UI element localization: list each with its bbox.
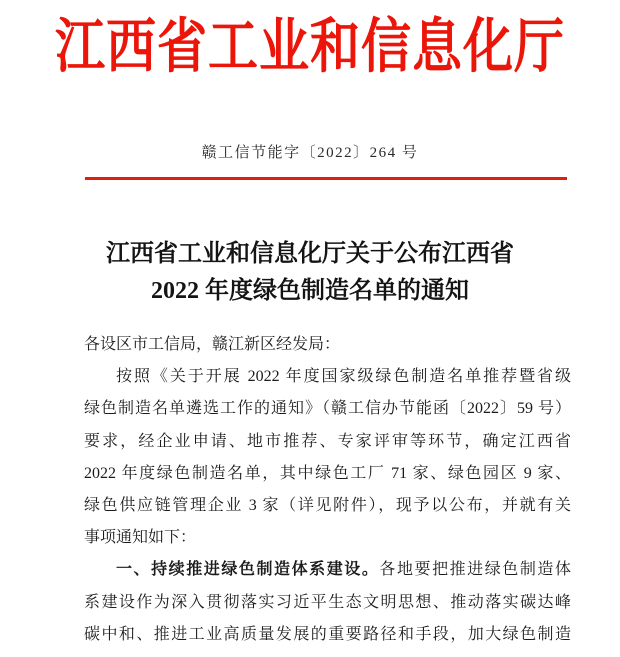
- body-line-section1-3: 碳中和、推进工业高质量发展的重要路径和手段，加大绿色制造: [84, 625, 571, 643]
- body-line-para1-5: 绿色供应链管理企业 3 家（详见附件），现予以公布，并就有关: [84, 496, 571, 514]
- section1-line1-rest: 各地要把推进绿色制造体: [379, 561, 571, 579]
- notice-title: [0, 236, 620, 310]
- section1-heading: 一、持续推进绿色制造体系建设。: [116, 561, 380, 579]
- body-line-para1-1: 按照《关于开展 2022 年度国家级绿色制造名单推荐暨省级: [116, 368, 571, 386]
- body-line-para1-2: 绿色制造名单遴选工作的通知》（赣工信办节能函〔2022〕59 号）: [84, 400, 571, 418]
- body-line-para1-4: 2022 年度绿色制造名单，其中绿色工厂 71 家、绿色园区 9 家、: [84, 464, 571, 482]
- red-divider-line: [85, 177, 567, 180]
- body-line-para1-6: 事项通知如下：: [84, 529, 197, 547]
- notice-body: [84, 329, 571, 651]
- notice-title-line2: 2022 年度绿色制造名单的通知: [151, 278, 469, 304]
- notice-title-line1: 江西省工业和信息化厅关于公布江西省: [106, 241, 514, 267]
- body-line-section1-2: 系建设作为深入贯彻落实习近平生态文明思想、推动落实碳达峰: [84, 593, 571, 611]
- document-reference-number: 赣工信节能字〔2022〕264 号: [201, 145, 419, 161]
- letterhead-agency-name: 江西省工业和信息化厅: [55, 13, 565, 80]
- body-line-section1-1: [84, 554, 571, 586]
- body-line-para1-3: 要求，经企业申请、地市推荐、专家评审等环节，确定江西省: [84, 432, 571, 450]
- salutation-line: 各设区市工信局，赣江新区经发局：: [84, 336, 341, 353]
